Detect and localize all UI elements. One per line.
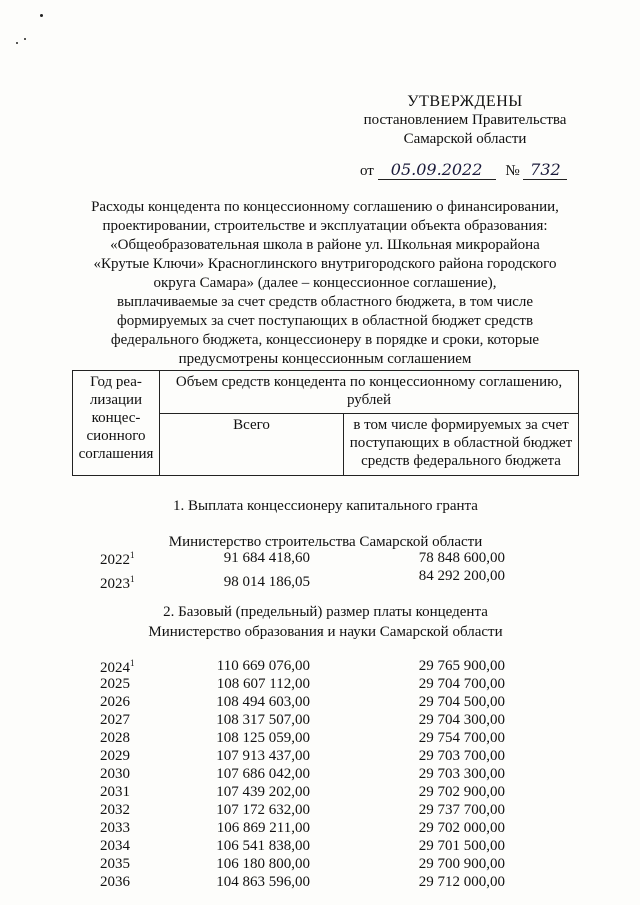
total-column-header: Всего [160, 414, 344, 476]
title-line: Расходы концедента по концессионному соглашению о финансировании, [91, 199, 559, 215]
document-title [70, 198, 580, 369]
year-cell: 2027 [100, 712, 130, 728]
federal-cell: 29 712 000,00 [418, 874, 505, 890]
year-cell: 2034 [100, 838, 130, 854]
year-cell: 2024$^1$ [100, 658, 135, 676]
year-cell: 2032 [100, 802, 130, 818]
title-line: проектировании, строительстве и эксплуатации объекта образования: [102, 218, 548, 234]
year-cell: 2033 [100, 820, 130, 836]
year-cell: 2029 [100, 748, 130, 764]
scan-speck [16, 42, 18, 44]
amount-header: Объем средств концедента по концессионному соглашению, рублей [160, 371, 579, 414]
handwritten-number: 732 [523, 160, 567, 180]
federal-cell: 29 701 500,00 [418, 838, 505, 854]
approval-title: УТВЕРЖДЕНЫ [407, 93, 523, 110]
section-1-ministry: Министерство строительства Самарской области [168, 534, 483, 550]
year-cell: 2023$^1$ [100, 574, 135, 592]
year-cell: 2036 [100, 874, 130, 890]
total-cell: 108 494 603,00 [216, 694, 310, 710]
total-cell: 106 869 211,00 [216, 820, 310, 836]
year-cell: 2026 [100, 694, 130, 710]
year-column-header: Год реа- лизации концес- сионного соглашения [73, 371, 160, 476]
federal-cell: 29 754 700,00 [418, 730, 505, 746]
section-1-title: 1. Выплата концессионеру капитального гранта [173, 498, 478, 514]
federal-cell: 29 702 900,00 [418, 784, 505, 800]
total-cell: 107 172 632,00 [216, 802, 310, 818]
total-cell: 110 669 076,00 [216, 658, 310, 674]
title-line: «Крутые Ключи» Красноглинского внутригородского района городского [93, 256, 557, 272]
year-cell: 2022$^1$ [100, 550, 135, 568]
federal-cell: 29 704 300,00 [418, 712, 505, 728]
year-cell: 2035 [100, 856, 130, 872]
federal-cell: 29 700 900,00 [418, 856, 505, 872]
title-line: выплачиваемые за счет средств областного бюджета, в том числе [116, 294, 534, 310]
date-prefix: от [360, 163, 374, 179]
title-line: предусмотрены концессионным соглашением [178, 351, 472, 367]
total-cell: 106 180 800,00 [216, 856, 310, 872]
scan-speck [24, 38, 26, 40]
federal-cell: 29 703 700,00 [418, 748, 505, 764]
year-cell: 2028 [100, 730, 130, 746]
title-line: формируемых за счет поступающих в областной бюджет средств [116, 313, 534, 329]
year-cell: 2031 [100, 784, 130, 800]
total-cell: 107 686 042,00 [216, 766, 310, 782]
year-cell: 2025 [100, 676, 130, 692]
total-cell: 108 125 059,00 [216, 730, 310, 746]
federal-cell: 78 848 600,00 [418, 550, 505, 566]
total-cell: 91 684 418,60 [223, 550, 310, 566]
total-cell: 108 317 507,00 [216, 712, 310, 728]
federal-cell: 29 702 000,00 [418, 820, 505, 836]
federal-cell: 29 704 700,00 [418, 676, 505, 692]
federal-cell: 29 703 300,00 [418, 766, 505, 782]
year-cell: 2030 [100, 766, 130, 782]
federal-cell: 29 765 900,00 [418, 658, 505, 674]
federal-cell: 84 292 200,00 [418, 568, 505, 584]
number-label: № [505, 163, 520, 179]
header-table [72, 370, 579, 476]
title-line: федерального бюджета, концессионеру в порядке и сроки, которые [110, 332, 540, 348]
approval-line-3: Самарской области [403, 131, 527, 147]
scan-speck [40, 14, 43, 17]
handwritten-date: 05.09.2022 [378, 160, 496, 180]
federal-cell: 29 704 500,00 [418, 694, 505, 710]
section-2-ministry: Министерство образования и науки Самарской области [148, 624, 503, 640]
approval-line-2: постановлением Правительства [363, 112, 567, 128]
total-cell: 98 014 186,05 [223, 574, 310, 590]
total-cell: 106 541 838,00 [216, 838, 310, 854]
total-cell: 104 863 596,00 [216, 874, 310, 890]
total-cell: 107 439 202,00 [216, 784, 310, 800]
total-cell: 107 913 437,00 [216, 748, 310, 764]
federal-column-header: в том числе формируемых за счет поступающих в областной бюджет средств федерального бюджета [344, 414, 579, 476]
date-number-line [360, 160, 600, 180]
title-line: «Общеобразовательная школа в районе ул. Школьная микрорайона [110, 237, 540, 253]
total-cell: 108 607 112,00 [216, 676, 310, 692]
section-2-title: 2. Базовый (предельный) размер платы концедента [163, 604, 488, 620]
title-line: округа Самара» (далее – концессионное соглашение), [153, 275, 497, 291]
approval-block [340, 92, 590, 149]
federal-cell: 29 737 700,00 [418, 802, 505, 818]
